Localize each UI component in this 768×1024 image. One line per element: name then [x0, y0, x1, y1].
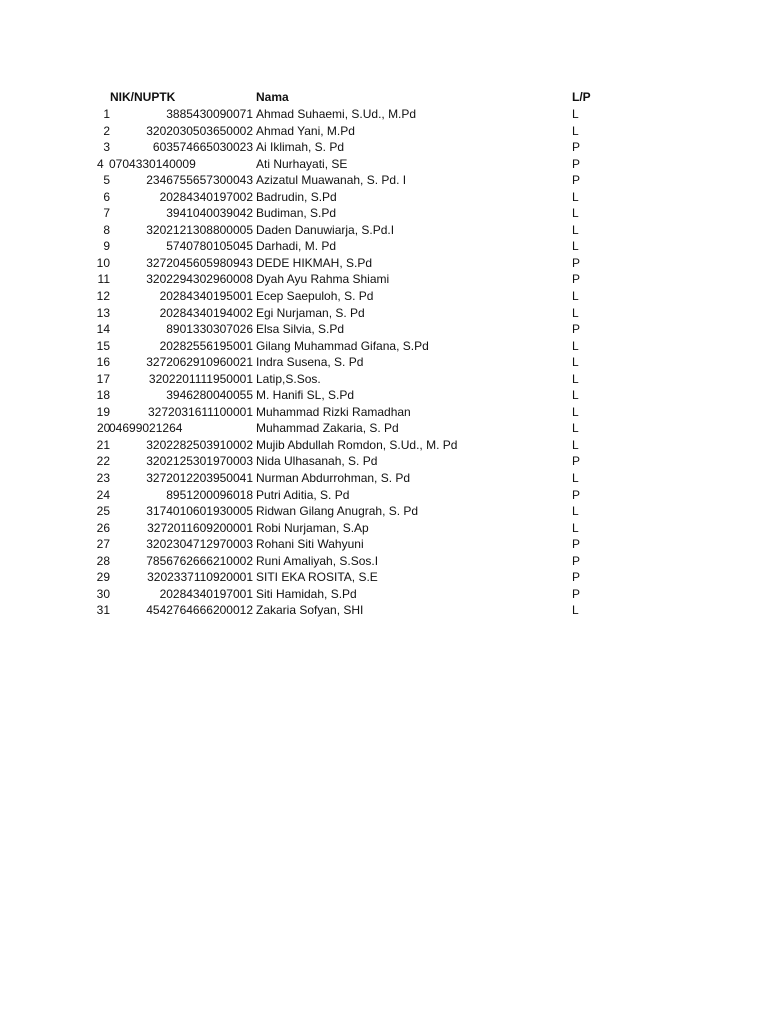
row-number: 11	[97, 272, 110, 287]
table-row	[0, 271, 768, 288]
nama-cell: Ridwan Gilang Anugrah, S. Pd	[256, 504, 419, 519]
lp-cell: P	[572, 255, 581, 270]
nik-cell: 2346755657300043	[146, 173, 253, 188]
row-number: 26	[96, 520, 110, 535]
lp-cell: L	[572, 520, 579, 535]
row-number: 8	[103, 222, 110, 237]
lp-cell: L	[572, 239, 579, 254]
table-row	[0, 602, 768, 619]
row-number: 17	[96, 371, 110, 386]
nama-cell: Muhammad Rizki Ramadhan	[256, 404, 411, 419]
table-row	[0, 139, 768, 156]
lp-cell: L	[572, 371, 579, 386]
row-number: 3	[103, 140, 110, 155]
lp-cell: L	[572, 404, 579, 419]
header-nik: NIK/NUPTK	[110, 90, 176, 104]
nama-cell: DEDE HIKMAH, S.Pd	[256, 255, 373, 270]
row-number: 28	[96, 553, 110, 568]
lp-cell: L	[572, 355, 579, 370]
nama-cell: Ai Iklimah, S. Pd	[256, 140, 345, 155]
lp-cell: P	[572, 173, 581, 188]
nik-cell: 3202294302960008	[146, 272, 253, 287]
table-row	[0, 238, 768, 255]
nama-cell: Egi Nurjaman, S. Pd	[256, 305, 365, 320]
lp-cell: L	[572, 123, 579, 138]
nama-cell: Runi Amaliyah, S.Sos.I	[256, 553, 379, 568]
nik-cell: 3885430090071	[166, 107, 253, 121]
lp-cell: L	[572, 603, 579, 618]
lp-cell: P	[572, 553, 581, 568]
table-row	[0, 371, 768, 388]
row-number: 14	[96, 322, 110, 337]
table-row	[0, 338, 768, 355]
lp-cell: P	[572, 322, 581, 337]
table-row	[0, 487, 768, 504]
row-number: 29	[96, 570, 110, 585]
nama-cell: Robi Nurjaman, S.Ap	[256, 520, 369, 535]
nama-cell: SITI EKA ROSITA, S.E	[256, 570, 378, 585]
lp-cell: L	[572, 222, 579, 237]
nama-cell: M. Hanifi SL, S.Pd	[256, 388, 355, 403]
row-number: 25	[96, 504, 110, 519]
nama-cell: Rohani Siti Wahyuni	[256, 537, 364, 552]
nama-cell: Indra Susena, S. Pd	[256, 355, 364, 370]
row-number: 31	[96, 603, 110, 618]
nik-cell: 20282556195001	[159, 338, 253, 353]
nik-cell: 3941040039042	[166, 206, 253, 221]
table-row	[0, 106, 768, 123]
row-number: 12	[96, 289, 110, 304]
lp-cell: P	[572, 454, 581, 469]
table-row	[0, 172, 768, 189]
nama-cell: Gilang Muhammad Gifana, S.Pd	[256, 338, 429, 353]
nama-cell: Ati Nurhayati, SE	[256, 156, 348, 171]
lp-cell: L	[572, 305, 579, 320]
table-row	[0, 437, 768, 454]
row-number: 27	[96, 537, 110, 552]
table-header-row	[0, 88, 768, 106]
table-row	[0, 404, 768, 421]
nik-cell: 3272012203950041	[146, 471, 253, 486]
table-row	[0, 222, 768, 239]
lp-cell: L	[572, 471, 579, 486]
lp-cell: L	[572, 289, 579, 304]
nama-cell: Darhadi, M. Pd	[256, 239, 337, 254]
row-number: 23	[96, 471, 110, 486]
nama-cell: Ahmad Suhaemi, S.Ud., M.Pd	[256, 107, 417, 121]
table-body	[0, 106, 768, 619]
table-row	[0, 354, 768, 371]
nama-cell: Badrudin, S.Pd	[256, 189, 337, 204]
row-number: 21	[96, 437, 110, 452]
lp-cell: P	[572, 570, 581, 585]
table-row	[0, 205, 768, 222]
nik-cell: 0704330140009	[109, 156, 196, 171]
nik-cell: 603574665030023	[152, 140, 253, 155]
row-number: 2	[103, 123, 110, 138]
nik-cell: 3202337110920001	[147, 570, 253, 585]
nik-cell: 04699021264	[109, 421, 183, 436]
row-number: 22	[96, 454, 110, 469]
nik-cell: 8901330307026	[166, 322, 253, 337]
nik-cell: 3272062910960021	[146, 355, 253, 370]
row-number: 18	[96, 388, 110, 403]
nama-cell: Daden Danuwiarja, S.Pd.I	[256, 222, 395, 237]
row-number: 30	[96, 586, 110, 601]
nik-cell: 5740780105045	[166, 239, 253, 254]
nik-cell: 3202121308800005	[146, 222, 253, 237]
table-row	[0, 156, 768, 173]
nik-cell: 20284340197001	[159, 586, 253, 601]
lp-cell: P	[572, 140, 581, 155]
nik-cell: 8951200096018	[166, 487, 253, 502]
nama-cell: Putri Aditia, S. Pd	[256, 487, 350, 502]
nama-cell: Ahmad Yani, M.Pd	[256, 123, 355, 138]
nik-cell: 7856762666210002	[146, 553, 253, 568]
table-row	[0, 520, 768, 537]
table-row	[0, 553, 768, 570]
nama-cell: Muhammad Zakaria, S. Pd	[256, 421, 399, 436]
row-number: 1	[103, 107, 110, 121]
row-number: 4	[97, 156, 104, 171]
table-row	[0, 123, 768, 140]
table-row	[0, 387, 768, 404]
lp-cell: L	[572, 107, 579, 121]
table-row	[0, 586, 768, 603]
table-row	[0, 189, 768, 206]
row-number: 20	[97, 421, 111, 436]
lp-cell: P	[572, 586, 581, 601]
lp-cell: P	[572, 272, 581, 287]
nama-cell: Latip,S.Sos.	[256, 371, 321, 386]
nik-cell: 20284340195001	[159, 289, 253, 304]
nama-cell: Budiman, S.Pd	[256, 206, 337, 221]
nama-cell: Siti Hamidah, S.Pd	[256, 586, 357, 601]
row-number: 10	[96, 255, 110, 270]
row-number: 15	[96, 338, 110, 353]
nik-cell: 3202304712970003	[146, 537, 253, 552]
row-number: 6	[103, 189, 110, 204]
nik-cell: 3272031611100001	[148, 404, 253, 419]
row-number: 16	[96, 355, 110, 370]
table-row	[0, 569, 768, 586]
table-row	[0, 470, 768, 487]
row-number: 5	[103, 173, 110, 188]
nik-cell: 4542764666200012	[146, 603, 253, 618]
nik-cell: 20284340197002	[159, 189, 253, 204]
nik-cell: 20284340194002	[159, 305, 253, 320]
nama-cell: Azizatul Muawanah, S. Pd. I	[256, 173, 407, 188]
nama-cell: Elsa Silvia, S.Pd	[256, 322, 345, 337]
nik-cell: 3202201111950001	[148, 371, 253, 386]
spreadsheet-table	[0, 88, 768, 619]
lp-cell: L	[572, 388, 579, 403]
lp-cell: L	[572, 206, 579, 221]
lp-cell: P	[572, 487, 581, 502]
table-row	[0, 453, 768, 470]
nik-cell: 3202125301970003	[146, 454, 253, 469]
nik-cell: 3202282503910002	[146, 437, 253, 452]
nik-cell: 3272011609200001	[147, 520, 253, 535]
lp-cell: L	[572, 338, 579, 353]
lp-cell: P	[572, 156, 581, 171]
table-row	[0, 503, 768, 520]
lp-cell: L	[572, 189, 579, 204]
lp-cell: L	[572, 504, 579, 519]
header-lp: L/P	[572, 90, 591, 104]
table-row	[0, 288, 768, 305]
table-row	[0, 536, 768, 553]
header-nama: Nama	[256, 90, 289, 104]
nik-cell: 3202030503650002	[146, 123, 253, 138]
nik-cell: 3272045605980943	[146, 255, 253, 270]
table-row	[0, 305, 768, 322]
row-number: 7	[103, 206, 110, 221]
row-number: 19	[96, 404, 110, 419]
nama-cell: Nurman Abdurrohman, S. Pd	[256, 471, 411, 486]
nama-cell: Ecep Saepuloh, S. Pd	[256, 289, 374, 304]
row-number: 24	[96, 487, 110, 502]
nama-cell: Dyah Ayu Rahma Shiami	[256, 272, 390, 287]
row-number: 9	[103, 239, 110, 254]
table-row	[0, 255, 768, 272]
nik-cell: 3174010601930005	[146, 504, 253, 519]
lp-cell: L	[572, 437, 579, 452]
lp-cell: L	[572, 421, 579, 436]
nama-cell: Nida Ulhasanah, S. Pd	[256, 454, 378, 469]
row-number: 13	[96, 305, 110, 320]
table-row	[0, 321, 768, 338]
nik-cell: 3946280040055	[166, 388, 253, 403]
nama-cell: Mujib Abdullah Romdon, S.Ud., M. Pd	[256, 437, 458, 452]
table-row	[0, 420, 768, 437]
lp-cell: P	[572, 537, 581, 552]
nama-cell: Zakaria Sofyan, SHI	[256, 603, 364, 618]
